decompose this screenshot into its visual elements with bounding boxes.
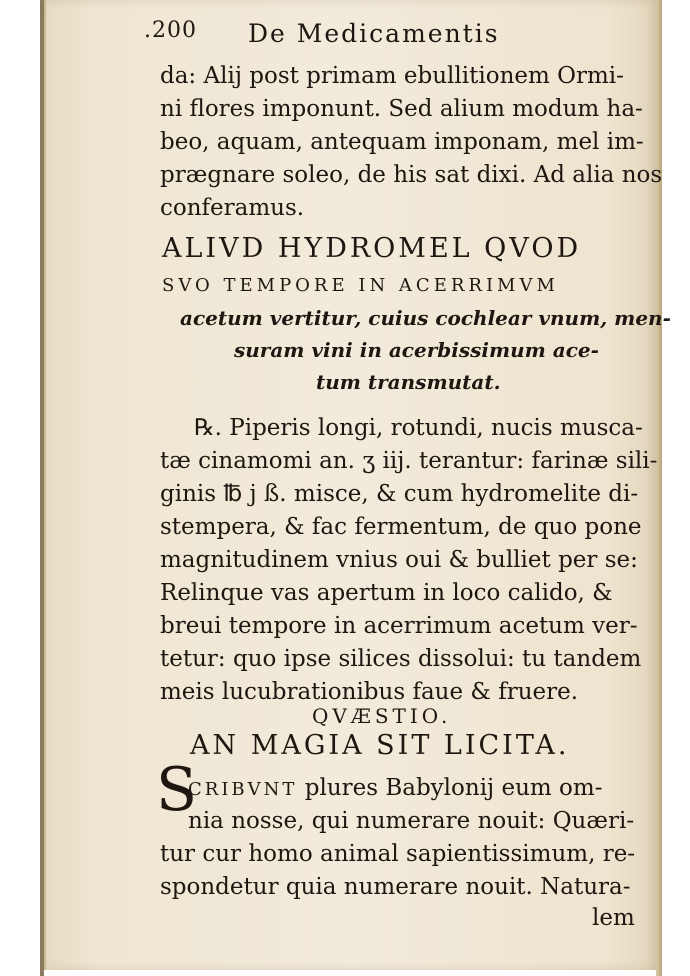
paragraph3-first-rest: plures Babylonij eum om- [304,775,603,801]
paragraph1-line: da: Alij post primam ebullitionem Ormi- [160,63,624,89]
paragraph3-first-line [188,772,602,806]
paragraph1-line: beo, aquam, antequam imponam, mel im- [160,129,644,155]
quaestio-label: QVÆSTIO. [312,704,452,728]
paragraph2-line: ginis ℔ j ß. misce, & cum hydromelite di- [160,481,639,507]
heading1-italic-line: tum transmutat. [316,370,501,394]
quaestio-title: AN MAGIA SIT LICITA. [190,730,570,761]
page-number: .200 [144,18,197,43]
paragraph3-line: nia nosse, qui numerare nouit: Quæri- [188,808,635,834]
paragraph2-line: Relinque vas apertum in loco calido, & [160,580,613,606]
paragraph2-line: stempera, & fac fermentum, de quo pone [160,514,642,540]
heading1-italic-line: acetum vertitur, cuius cochlear vnum, men- [180,306,671,330]
paragraph2-line: magnitudinem vnius oui & bulliet per se: [160,547,638,573]
heading1-line2: SVO TEMPORE IN ACERRIMVM [162,275,559,296]
paragraph2-line: tetur: quo ipse silices dissolui: tu tandem [160,646,642,672]
paragraph3-caps: CRIBVNT [188,779,298,800]
heading1-line1: ALIVD HYDROMEL QVOD [162,233,582,264]
paragraph2-line: ℞. Piperis longi, rotundi, nucis musca- [194,415,643,441]
page-edge-right [656,0,662,976]
drop-cap: S [156,755,198,825]
paragraph2-line: breui tempore in acerrimum acetum ver- [160,613,638,639]
paragraph2-line: tæ cinamomi an. ʒ iij. terantur: farinæ sili- [160,448,658,474]
paragraph2-line: meis lucubrationibus faue & fruere. [160,679,579,705]
running-head-title: De Medicamentis [248,19,500,48]
paragraph1-line: ni flores imponunt. Sed alium modum ha- [160,96,643,122]
paragraph1-line: conferamus. [160,195,305,221]
paragraph3-line: tur cur homo animal sapientissimum, re- [160,841,636,867]
paragraph1-line: prægnare soleo, de his sat dixi. Ad alia nos [160,162,663,188]
heading1-italic-line: suram vini in acerbissimum ace- [234,338,599,362]
paragraph3-line: spondetur quia numerare nouit. Natura- [160,874,631,900]
catchword: lem [592,905,635,931]
